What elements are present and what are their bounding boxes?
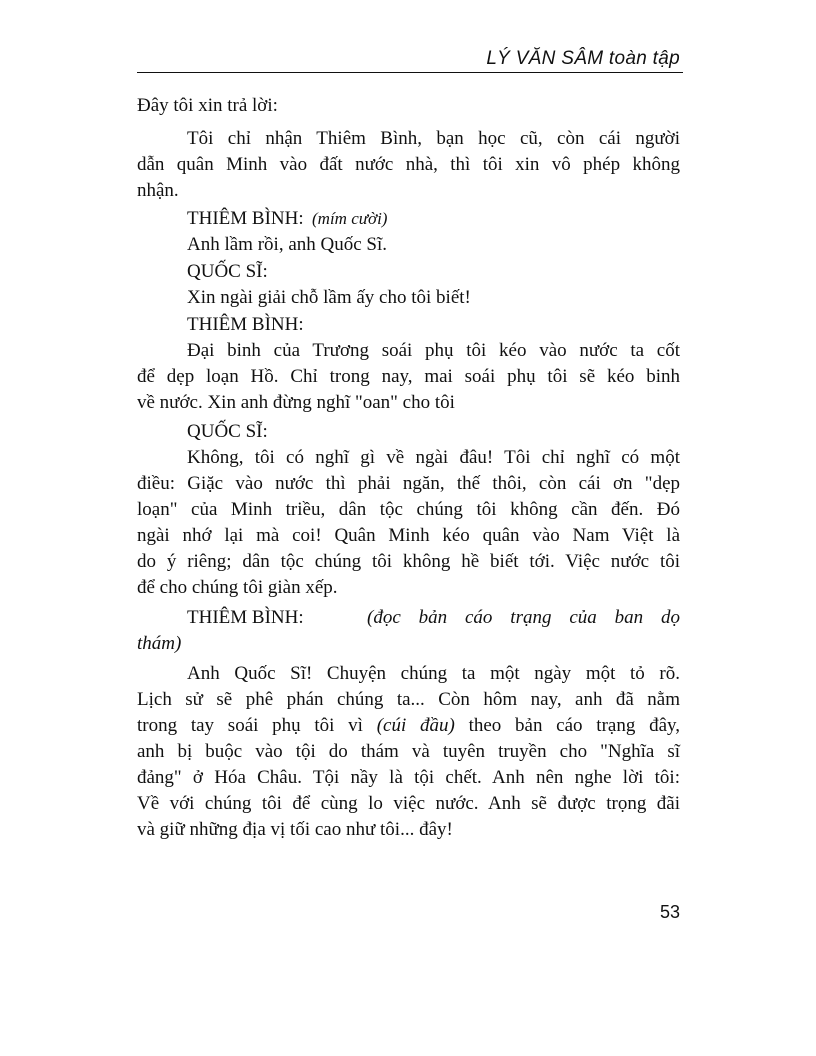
page-number: 53 <box>659 902 680 922</box>
dialogue-line: Anh lầm rồi, anh Quốc Sĩ. <box>187 234 388 255</box>
stage-direction: (mím cười) <box>312 209 388 228</box>
dialogue-line: Đại binh của Trương soái phụ tôi kéo vào nước ta cốt <box>187 340 680 361</box>
dialogue-line <box>137 715 680 737</box>
dialogue-text: theo bản cáo trạng đây, <box>468 715 681 736</box>
paragraph-line: nhận. <box>137 180 179 201</box>
speaker-name: THIÊM BÌNH: <box>187 208 304 229</box>
dialogue-line: để dẹp loạn Hồ. Chỉ trong nay, mai soái phụ tôi sẽ kéo binh <box>137 366 680 387</box>
speaker-line <box>187 607 680 629</box>
speaker-name: QUỐC SĨ: <box>187 421 268 442</box>
paragraph-line: Tôi chỉ nhận Thiêm Bình, bạn học cũ, còn cái người <box>187 128 680 149</box>
dialogue-line: do ý riêng; dân tộc chúng tôi không hề biết tới. Việc nước tôi <box>137 551 680 572</box>
stage-direction: thám) <box>137 633 182 654</box>
stage-direction: (đọc bản cáo trạng của ban dọ <box>367 607 680 628</box>
header-rule <box>137 72 683 73</box>
stage-direction: (cúi đầu) <box>376 715 455 736</box>
paragraph-line: Đây tôi xin trả lời: <box>137 95 278 116</box>
dialogue-line: Xin ngài giải chỗ lầm ấy cho tôi biết! <box>187 287 471 308</box>
dialogue-line: để cho chúng tôi giàn xếp. <box>137 577 338 598</box>
dialogue-line: anh bị buộc vào tội do thám và tuyên truyền cho "Nghĩa sĩ <box>137 741 680 762</box>
dialogue-line: Không, tôi có nghĩ gì về ngài đâu! Tôi chỉ nghĩ có một <box>187 447 680 468</box>
dialogue-line: Về với chúng tôi để cùng lo việc nước. Anh sẽ được trọng đãi <box>137 793 680 814</box>
speaker-name: THIÊM BÌNH: <box>187 607 304 628</box>
speaker-line <box>187 208 680 230</box>
dialogue-line: ngài nhớ lại mà coi! Quân Minh kéo quân vào Nam Việt là <box>137 525 680 546</box>
dialogue-line: loạn" của Minh triều, dân tộc chúng tôi không cần đến. Đó <box>137 499 680 520</box>
dialogue-line: điều: Giặc vào nước thì phải ngăn, thế thôi, còn cái ơn "dẹp <box>137 473 680 494</box>
dialogue-line: đảng" ở Hóa Châu. Tội nầy là tội chết. Anh nên nghe lời tôi: <box>137 767 680 788</box>
dialogue-line: Lịch sử sẽ phê phán chúng ta... Còn hôm nay, anh đã nằm <box>137 689 680 710</box>
speaker-name: QUỐC SĨ: <box>187 261 268 282</box>
running-header: LÝ VĂN SÂM toàn tập <box>486 48 680 69</box>
speaker-name: THIÊM BÌNH: <box>187 314 304 335</box>
dialogue-text: trong tay soái phụ tôi vì <box>137 715 363 736</box>
paragraph-line: dẫn quân Minh vào đất nước nhà, thì tôi xin vô phép không <box>137 154 680 175</box>
dialogue-line: về nước. Xin anh đừng nghĩ "oan" cho tôi <box>137 392 455 413</box>
dialogue-line: Anh Quốc Sĩ! Chuyện chúng ta một ngày một tỏ rõ. <box>187 663 680 684</box>
dialogue-line: và giữ những địa vị tối cao như tôi... đây! <box>137 819 453 840</box>
